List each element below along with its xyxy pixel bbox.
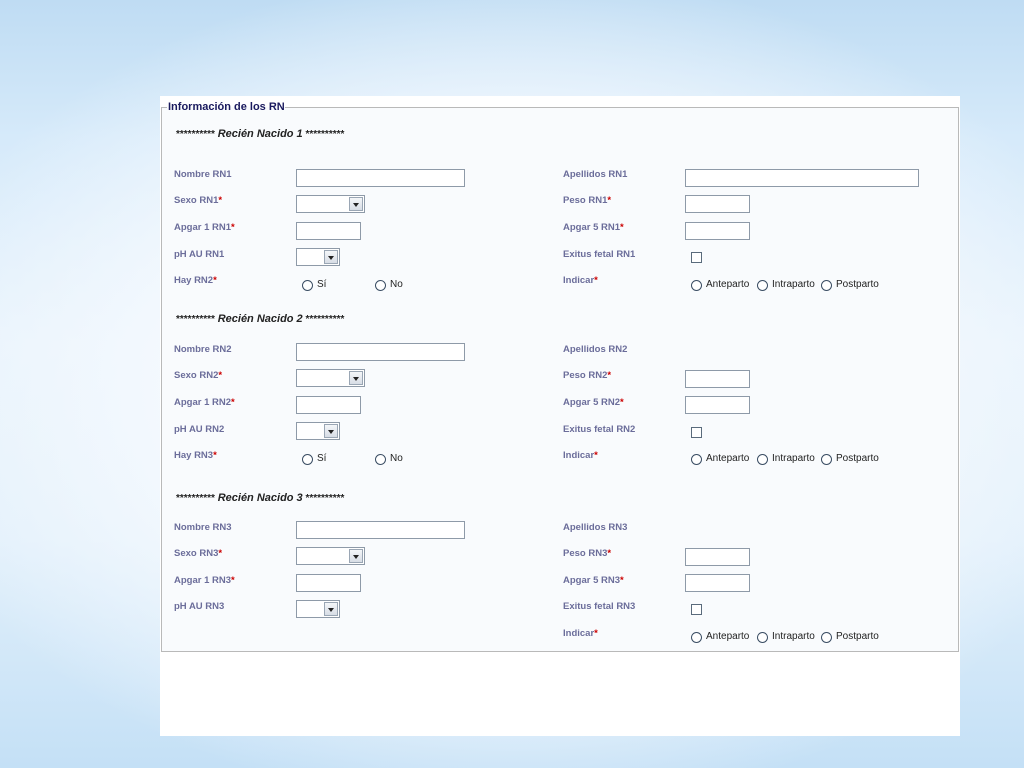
chevron-down-icon [349, 371, 363, 385]
input-apgar5-rn2[interactable] [685, 396, 750, 414]
radio-intraparto-rn1[interactable] [757, 280, 768, 291]
chevron-down-icon [324, 424, 338, 438]
option-label-no: No [390, 453, 403, 464]
option-label-postparto: Postparto [836, 631, 879, 642]
section-title-rn3: ********** Recién Nacido 3 ********** [176, 492, 345, 504]
input-peso-rn2[interactable] [685, 370, 750, 388]
chevron-down-icon [324, 250, 338, 264]
radio-anteparto-rn3[interactable] [691, 632, 702, 643]
rn-info-fieldset [161, 107, 959, 652]
fieldset-legend: Información de los RN [168, 101, 285, 113]
select-sexo-rn1[interactable] [296, 195, 365, 213]
checkbox-exitus-rn3[interactable] [691, 604, 702, 615]
label-apgar1-rn2: Apgar 1 RN2* [174, 397, 235, 408]
label-peso-rn2: Peso RN2* [563, 370, 612, 381]
label-sexo-rn2: Sexo RN2* [174, 370, 223, 381]
radio-intraparto-rn2[interactable] [757, 454, 768, 465]
label-peso-rn1: Peso RN1* [563, 195, 612, 206]
label-hay-rn2: Hay RN2* [174, 275, 217, 286]
label-indicar-rn2: Indicar* [563, 450, 598, 461]
label-exitus-rn2: Exitus fetal RN2 [563, 424, 636, 435]
label-apgar5-rn3: Apgar 5 RN3* [563, 575, 624, 586]
checkbox-exitus-rn2[interactable] [691, 427, 702, 438]
label-indicar-rn1: Indicar* [563, 275, 598, 286]
label-apgar1-rn3: Apgar 1 RN3* [174, 575, 235, 586]
option-label-intraparto: Intraparto [772, 279, 815, 290]
section-title-rn2: ********** Recién Nacido 2 ********** [176, 313, 345, 325]
label-nombre-rn1: Nombre RN1 [174, 169, 232, 180]
input-apgar5-rn3[interactable] [685, 574, 750, 592]
label-apellidos-rn1: Apellidos RN1 [563, 169, 628, 180]
label-ph-rn1: pH AU RN1 [174, 249, 225, 260]
option-label-intraparto: Intraparto [772, 631, 815, 642]
option-label-anteparto: Anteparto [706, 279, 750, 290]
checkbox-exitus-rn1[interactable] [691, 252, 702, 263]
radio-intraparto-rn3[interactable] [757, 632, 768, 643]
option-label-no: No [390, 279, 403, 290]
input-apellidos-rn1[interactable] [685, 169, 919, 187]
label-apgar5-rn1: Apgar 5 RN1* [563, 222, 624, 233]
label-apgar5-rn2: Apgar 5 RN2* [563, 397, 624, 408]
label-nombre-rn3: Nombre RN3 [174, 522, 232, 533]
input-peso-rn3[interactable] [685, 548, 750, 566]
radio-hay-rn3-no[interactable] [375, 454, 386, 465]
radio-anteparto-rn2[interactable] [691, 454, 702, 465]
label-apgar1-rn1: Apgar 1 RN1* [174, 222, 235, 233]
label-nombre-rn2: Nombre RN2 [174, 344, 232, 355]
label-exitus-rn1: Exitus fetal RN1 [563, 249, 636, 260]
label-indicar-rn3: Indicar* [563, 628, 598, 639]
select-sexo-rn2[interactable] [296, 369, 365, 387]
radio-anteparto-rn1[interactable] [691, 280, 702, 291]
option-label-anteparto: Anteparto [706, 453, 750, 464]
chevron-down-icon [349, 549, 363, 563]
select-ph-rn1[interactable] [296, 248, 340, 266]
radio-postparto-rn2[interactable] [821, 454, 832, 465]
label-apellidos-rn3: Apellidos RN3 [563, 522, 628, 533]
label-exitus-rn3: Exitus fetal RN3 [563, 601, 636, 612]
label-ph-rn2: pH AU RN2 [174, 424, 225, 435]
select-sexo-rn3[interactable] [296, 547, 365, 565]
input-nombre-rn3[interactable] [296, 521, 465, 539]
label-apellidos-rn2: Apellidos RN2 [563, 344, 628, 355]
input-apgar5-rn1[interactable] [685, 222, 750, 240]
input-apgar1-rn1[interactable] [296, 222, 361, 240]
label-sexo-rn3: Sexo RN3* [174, 548, 223, 559]
radio-hay-rn2-no[interactable] [375, 280, 386, 291]
chevron-down-icon [324, 602, 338, 616]
select-ph-rn3[interactable] [296, 600, 340, 618]
input-nombre-rn2[interactable] [296, 343, 465, 361]
input-apgar1-rn2[interactable] [296, 396, 361, 414]
option-label-si: Sí [317, 453, 327, 464]
chevron-down-icon [349, 197, 363, 211]
fieldset-border-right [285, 107, 959, 108]
radio-postparto-rn1[interactable] [821, 280, 832, 291]
option-label-si: Sí [317, 279, 327, 290]
option-label-postparto: Postparto [836, 453, 879, 464]
select-ph-rn2[interactable] [296, 422, 340, 440]
label-sexo-rn1: Sexo RN1* [174, 195, 223, 206]
label-ph-rn3: pH AU RN3 [174, 601, 225, 612]
input-nombre-rn1[interactable] [296, 169, 465, 187]
radio-postparto-rn3[interactable] [821, 632, 832, 643]
input-peso-rn1[interactable] [685, 195, 750, 213]
fieldset-border-left [161, 107, 167, 108]
section-title-rn1: ********** Recién Nacido 1 ********** [176, 128, 345, 140]
input-apgar1-rn3[interactable] [296, 574, 361, 592]
option-label-postparto: Postparto [836, 279, 879, 290]
label-hay-rn3: Hay RN3* [174, 450, 217, 461]
option-label-intraparto: Intraparto [772, 453, 815, 464]
radio-hay-rn3-si[interactable] [302, 454, 313, 465]
option-label-anteparto: Anteparto [706, 631, 750, 642]
label-peso-rn3: Peso RN3* [563, 548, 612, 559]
radio-hay-rn2-si[interactable] [302, 280, 313, 291]
